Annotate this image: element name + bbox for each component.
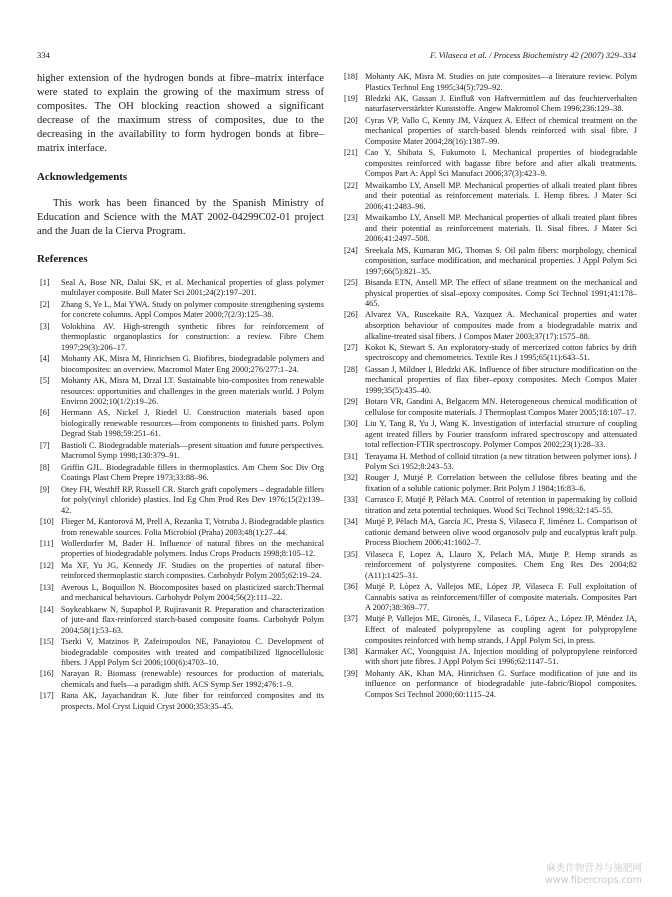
reference-number: [13] <box>40 582 54 592</box>
reference-number: [20] <box>344 115 358 125</box>
reference-text: Mutjé P, Vallejos ME, Gironès, J., Vilaseca F., López A., López JP, Méndez JA, Effect of maleated polypropylene as coupling agent for polypropylene composites reinforced with hemp strands, J Appl Polym Sci, in press. <box>365 614 637 645</box>
reference-item <box>37 539 324 560</box>
reference-number: [24] <box>344 245 358 255</box>
acknowledgements-heading: Acknowledgements <box>37 170 128 183</box>
reference-text: Mohanty AK, Khan MA, Hinrichsen G. Surface modification of jute and its influence on performance of biodegradable jute–fabric/Biopol composites. Compos Sci Technol 2000;60:1115–24. <box>365 668 637 699</box>
reference-number: [14] <box>40 604 54 614</box>
reference-text: Rana AK, Jayachandran K. Jute fiber for reinforced composites and its prospects. Mol Cryst Liquid Cryst 2000;353:35–45. <box>61 691 324 711</box>
references-list-left <box>37 278 324 713</box>
reference-item <box>341 246 637 278</box>
reference-number: [11] <box>40 538 54 548</box>
reference-text: Mwaikambo LY, Ansell MP. Mechanical properties of alkali treated plant fibres and their potential as reinforcement materials. II. Sisal fibres. J Mater Sci 2006;41:2497–508. <box>365 213 637 244</box>
reference-number: [29] <box>344 397 358 407</box>
reference-text: Bisanda ETN, Ansell MP. The effect of silane treatment on the mechanical and physical properties of sisal–epoxy composites. Comp Sci Technol 1991;41:178–465. <box>365 277 637 309</box>
reference-number: [10] <box>40 517 54 527</box>
reference-number: [5] <box>40 375 50 385</box>
reference-item <box>341 452 637 473</box>
references-list-right <box>341 72 637 700</box>
reference-text: Alvarez VA, Ruscekaite RA, Vazquez A. Mechanical properties and water absorption behaviour of composites made from a biodegradable matrix and alkaline-treated sisal fibers. J Compos Mater 2003;37(17):1575–88. <box>365 310 637 341</box>
page-number: 334 <box>37 50 50 60</box>
reference-item <box>37 517 324 538</box>
reference-number: [37] <box>344 614 358 624</box>
reference-item <box>37 583 324 604</box>
reference-number: [34] <box>344 517 358 527</box>
reference-text: Bastioli C. Biodegradable materials—present situation and future perspectives. Macromol Symp 1998;130:379–91. <box>61 440 324 461</box>
reference-text: Mohanty AK, Misra M, Hinrichsen G. Biofibres, biodegradable polymers and biocomposites: an overview. Macromol Mater Eng 2000;276/277:1–24. <box>61 354 324 374</box>
reference-number: [6] <box>40 408 50 418</box>
reference-item <box>341 116 637 148</box>
reference-number: [21] <box>344 148 358 158</box>
reference-text: Kokot K, Stewart S. An exploratory-study of mercerized cotton fabrics by drift spectroscopy and chemometrics. Textile Res J 1995;65(11):643–51. <box>365 342 637 363</box>
reference-item <box>341 647 637 668</box>
reference-number: [35] <box>344 549 358 559</box>
reference-number: [1] <box>40 277 50 287</box>
reference-number: [9] <box>40 484 50 494</box>
reference-number: [18] <box>344 72 358 81</box>
reference-number: [16] <box>40 669 54 679</box>
reference-text: Averous L, Boquillon N. Biocomposites based on plasticized starch:Thermal and mechanical behaviours. Carbohydr Polym 2004;56(2):111–22. <box>61 582 324 603</box>
reference-item <box>341 278 637 310</box>
right-column <box>341 72 637 701</box>
reference-number: [8] <box>40 462 50 472</box>
reference-number: [26] <box>344 310 358 320</box>
reference-item <box>37 441 324 462</box>
reference-item <box>341 473 637 494</box>
reference-number: [15] <box>40 637 54 647</box>
reference-text: Rouger J, Mutjé P. Correlation between the cellulose fibres beating and the fixation of a soluble cationic polymer. Brit Polym J 1984;16:83–6. <box>365 473 637 493</box>
reference-item <box>37 605 324 637</box>
reference-number: [12] <box>40 560 54 570</box>
reference-item <box>37 485 324 517</box>
reference-number: [7] <box>40 440 50 450</box>
reference-item <box>37 300 324 321</box>
reference-item <box>37 376 324 408</box>
reference-text: Cyras VP, Vallo C, Kenny JM, Vázquez A. Effect of chemical treatment on the mechanical properties of starch-based blends reinforced with sisal fibre. J Composite Mater 2004;28(16):1387–99. <box>365 115 637 146</box>
reference-number: [38] <box>344 646 358 656</box>
watermark-line-1: 麻类作物营养与施肥网 <box>546 863 642 874</box>
reference-item <box>37 278 324 299</box>
watermark <box>545 863 642 887</box>
reference-text: Terayama H. Method of colloid titration (a new titration between polymer ions). J Polym Sci 1952;8:243–53. <box>365 451 637 472</box>
reference-item <box>341 550 637 582</box>
acknowledgements-text: This work has been financed by the Spanish Ministry of Education and Science with the MAT 2002-04299C02-01 project and the Juan de la Cierva Program. <box>37 197 324 237</box>
reference-item <box>341 310 637 342</box>
reference-text: Otey FH, Westhff RP, Russell CR. Starch graft copolymers – degradable fillers for poly(vinyl chloride) plastics. Ind Eg Chm Prod Res Dev 1976;15(2):139–42. <box>61 484 324 515</box>
reference-number: [19] <box>344 93 358 103</box>
reference-number: [33] <box>344 495 358 505</box>
left-column <box>37 72 324 713</box>
reference-item <box>341 365 637 397</box>
reference-number: [36] <box>344 582 358 592</box>
reference-number: [39] <box>344 668 358 678</box>
reference-item <box>341 94 637 115</box>
reference-text: Narayan R. Biomass (renewable) resources for production of materials, chemicals and fuels—a paradigm shift. ACS Symp Ser 1992;476:1–9. <box>61 669 324 690</box>
reference-text: Mohanty AK, Misra M, Drzal LT. Sustainable bio-composites from renewable resources: opportunities and challenges in the green materials world. J Polym Environ 2002;10(1/2):19–26. <box>61 375 324 407</box>
reference-text: Cao Y, Shibata S, Fukumoto I. Mechanical properties of biodegradable composites reinforced with bagasse fibre before and after alkali treatments. Compos Part A: Appl Sci Manufact 2006;37(3):423–9. <box>365 148 637 179</box>
reference-text: Bledzki AK, Gassan J. Einfluß von Haftvermittlem auf das feuchterverhalten naturfaserverstärkter Kunststoffe. Angew Makromol Chem 1996;236:129–38. <box>365 93 637 114</box>
reference-text: Liu Y, Tang R, Yu J, Wang K. Investigation of interfacial structure of coupling agent treated fillers by Fourier transform infrared spectroscopy and attenuated total reflection-FTIR spectroscopy. Polymer Compos 2002;23(1):28–33. <box>365 419 637 450</box>
reference-text: Mutjé P, Pèlach MA, García JC, Presta S, Vilaseca F, Jiménez L. Comparison of cationic demand between olive wood organosolv pulp and eucalyptus kraft pulp. Process Biochem 2006;41:1602–7. <box>365 517 637 548</box>
reference-text: Mutjé P, Lòpez A, Vallejos ME, López JP, Vilaseca F. Full exploitation of Cannabis sativa as reinforcement/filler of composite materials. Composites Part A 2007;38:369–77. <box>365 582 637 613</box>
running-head: F. Vilaseca et al. / Process Biochemistry 42 (2007) 329–334 <box>430 50 636 60</box>
reference-text: Volokhina AV. High-strength synthetic fibres for reinforcement of thermoplastic organoplastics for construction: a review. Fibre Chem 1997;29(3):206–17. <box>61 321 324 352</box>
reference-text: Carrasco F, Mutjé P, Pèlach MA. Control of retention in papermaking by colloid titration and zeta potential techniques. Wood Sci Technol 1998;32:145–55. <box>365 495 637 515</box>
reference-text: Zhang S, Ye L, Mai YWA. Study on polymer composite strengthening systems for concrete columns. Appl Compos Mater 2000;7(2/3):125–38. <box>61 299 324 320</box>
reference-text: Botaro VR, Gandini A, Belgacem MN. Heterogeneous chemical modification of cellulose for composite materials. J Thermoplast Compos Mater 2005;18:107–17. <box>365 397 637 417</box>
reference-item <box>341 397 637 418</box>
intro-paragraph: higher extension of the hydrogen bonds at fibre–matrix interface were stated to explain the growing of the maximum stress of composites. The OH blocking reaction showed a significant decrease of the maximum stress of composites, due to the decreasing in the availability to form hydrogen bonds at fibre–matrix interface. <box>37 73 324 155</box>
reference-number: [32] <box>344 473 358 483</box>
reference-text: Wollerdorfer M, Bader H. Influence of natural fibres on the mechanical properties of biodegradable polymers. Indus Crops Products 1998;8:105–12. <box>61 538 324 559</box>
reference-number: [23] <box>344 213 358 223</box>
reference-item <box>341 669 637 701</box>
reference-item <box>341 213 637 245</box>
reference-item <box>341 72 637 93</box>
reference-number: [4] <box>40 354 50 364</box>
reference-item <box>37 354 324 375</box>
reference-item <box>341 343 637 364</box>
reference-number: [30] <box>344 419 358 429</box>
reference-text: Griffin GJL. Biodegradable fillers in thermoplastics. Am Chem Soc Div Org Coatings Plast Chem Prepre 1973;33:88–96. <box>61 462 324 483</box>
reference-number: [22] <box>344 180 358 190</box>
reference-number: [28] <box>344 364 358 374</box>
reference-item <box>341 614 637 646</box>
reference-text: Tserki V, Matzinos P, Zafeiropoulos NE, Panayiotou C. Development of biodegradable composites with treated and compatibilized lignocellulosic fibers. J Appl Polym Sci 2006;100(6):4703–10. <box>61 637 324 668</box>
reference-item <box>341 419 637 451</box>
reference-item <box>37 637 324 669</box>
reference-text: Sreekala MS, Kumaran MG, Thomas S. Oil palm fibers: morphology, chemical composition, surface modification, and mechanical properties. J Appl Polym Sci 1997;66(5):821–35. <box>365 245 637 276</box>
reference-item <box>37 322 324 354</box>
reference-item <box>37 561 324 582</box>
reference-text: Mwaikambo LY, Ansell MP. Mechanical properties of alkali treated plant fibres and their potential as reinforcement materials. I. Hemp fibres. J Mater Sci 2006;41:2483–96. <box>365 180 637 211</box>
reference-number: [17] <box>40 691 54 701</box>
reference-text: Gassan J, Mildner I, Bledzki AK. Influence of fiber structure modification on the mechanical properties of flax fiber–epoxy composites. Mech Compos Mater 1999;35(5):435–40. <box>365 364 637 395</box>
reference-item <box>37 691 324 712</box>
reference-text: Seal A, Bose NR, Dalui SK, et al. Mechanical properties of glass polymer multilayer composite. Bull Mater Sci 2001;24(2):197–201. <box>61 277 324 298</box>
reference-text: Karmaker AC, Youngquist JA. Injection moulding of polypropylene reinforced with short jute fibres. J Appl Polym Sci 1996;62:1147–51. <box>365 646 637 667</box>
references-heading: References <box>37 252 88 265</box>
reference-number: [25] <box>344 277 358 287</box>
reference-text: Hermann AS, Nickel J, Riedel U. Construction materials based upon biologically renewable resources—from components to finished parts. Polym Degrad Stab 1998;59:251–61. <box>61 408 324 439</box>
watermark-line-2: www.fibercrops.com <box>545 875 642 886</box>
reference-text: Flieger M, Kantorová M, Prell A, Rezanka T, Votruba J. Biodegradable plastics from renewable sources. Folia Microbiol (Praha) 2003;48(1):27–44. <box>61 517 324 537</box>
reference-item <box>37 669 324 690</box>
reference-item <box>37 463 324 484</box>
reference-item <box>37 408 324 440</box>
reference-item <box>341 148 637 180</box>
reference-item <box>341 517 637 549</box>
page-header <box>37 50 636 64</box>
reference-number: [3] <box>40 321 50 331</box>
reference-text: Vilaseca F, Lopez A, Llauro X, Pelach MA, Mutje P. Hemp strands as reinforcement of polystyrene composites. Chem Eng Res Des 2004;82 (A11):1425–31. <box>365 549 637 580</box>
reference-text: Ma XF, Yu JG, Kennedy JF. Studies on the properties of natural fiber-reinforced thermoplastic starch composites. Carbohydr Polym 2005;62:19–24. <box>61 560 324 581</box>
reference-item <box>341 181 637 213</box>
reference-number: [2] <box>40 299 50 309</box>
reference-number: [27] <box>344 342 358 352</box>
reference-number: [31] <box>344 451 358 461</box>
reference-item <box>341 582 637 614</box>
reference-item <box>341 495 637 516</box>
reference-text: Mohanty AK, Misra M. Studies on jute composites—a literature review. Polym Plastics Technol Eng 1995;34(5):729–92. <box>365 72 637 92</box>
reference-text: Soykeabkaew N, Supaphol P, Rujiravanit R. Preparation and characterization of jute-and flax-reinforced starch-based composite foams. Carbohydr Polym 2004;58(1):53–63. <box>61 604 324 635</box>
